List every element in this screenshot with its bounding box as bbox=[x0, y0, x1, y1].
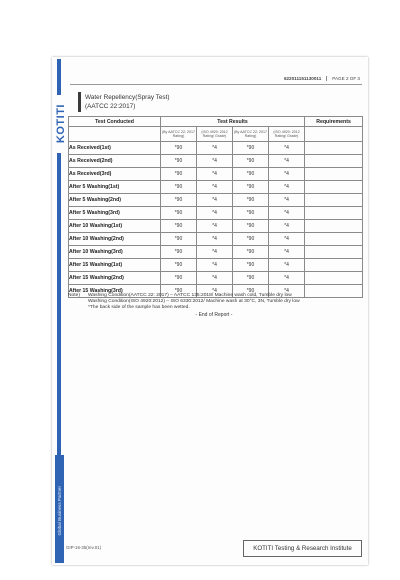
section-marker bbox=[78, 92, 81, 112]
table-row bbox=[69, 259, 363, 272]
result-value: *4 bbox=[197, 220, 233, 233]
table-row bbox=[69, 142, 363, 155]
test-condition: As Received(1st) bbox=[69, 142, 161, 155]
report-page bbox=[52, 57, 368, 565]
result-value: *90 bbox=[233, 233, 269, 246]
table-body bbox=[69, 142, 363, 298]
result-value: *4 bbox=[197, 142, 233, 155]
result-value: *4 bbox=[269, 155, 305, 168]
test-condition: After 10 Washing(2nd) bbox=[69, 233, 161, 246]
tagline-text: Global Business Partner bbox=[57, 486, 62, 536]
note-text: Washing Condition(AATCC 22: 2017) – AATCC 135:2018/ Machine wash cold, Tumble dry low bbox=[88, 293, 292, 298]
result-value: *4 bbox=[197, 246, 233, 259]
result-value: *90 bbox=[161, 194, 197, 207]
result-value: *4 bbox=[269, 272, 305, 285]
test-condition: After 5 Washing(1st) bbox=[69, 181, 161, 194]
requirement-value bbox=[305, 194, 363, 207]
result-value: *4 bbox=[197, 155, 233, 168]
subheader-result: (By AATCC 22: 2017 Rating) bbox=[161, 127, 197, 142]
institute-text: KOTITI Testing & Research Institute bbox=[253, 545, 352, 552]
result-value: *4 bbox=[269, 207, 305, 220]
note-text: *The back side of the sample has been wetted. bbox=[88, 305, 190, 310]
test-condition: After 5 Washing(3rd) bbox=[69, 207, 161, 220]
kotiti-logo bbox=[53, 95, 68, 153]
table-subheader-row bbox=[69, 127, 363, 142]
result-value: *90 bbox=[233, 194, 269, 207]
result-value: *4 bbox=[197, 194, 233, 207]
subheader-result: (ISO 4920: 2012 Rating/ Grade) bbox=[197, 127, 233, 142]
result-value: *90 bbox=[161, 142, 197, 155]
test-condition: After 5 Washing(2nd) bbox=[69, 194, 161, 207]
test-condition: After 10 Washing(1st) bbox=[69, 220, 161, 233]
requirement-value bbox=[305, 207, 363, 220]
result-value: *4 bbox=[269, 246, 305, 259]
header-divider bbox=[70, 84, 362, 85]
result-value: *90 bbox=[161, 168, 197, 181]
result-value: *90 bbox=[161, 272, 197, 285]
note-block bbox=[68, 293, 364, 311]
result-value: *90 bbox=[161, 181, 197, 194]
form-code: GIP-16-35(rev.01) bbox=[66, 545, 102, 550]
result-value: *4 bbox=[197, 259, 233, 272]
subheader-empty bbox=[69, 127, 161, 142]
report-reference bbox=[284, 76, 360, 81]
requirement-value bbox=[305, 168, 363, 181]
report-number: 622011151130011 bbox=[283, 76, 322, 81]
result-value: *90 bbox=[233, 246, 269, 259]
result-value: *90 bbox=[161, 220, 197, 233]
result-value: *90 bbox=[233, 181, 269, 194]
result-value: *4 bbox=[269, 233, 305, 246]
header-test-conducted: Test Conducted bbox=[69, 117, 161, 127]
institute-name bbox=[243, 540, 362, 557]
section-standard: (AATCC 22:2017) bbox=[85, 103, 136, 110]
result-value: *4 bbox=[197, 168, 233, 181]
requirement-value bbox=[305, 142, 363, 155]
requirement-value bbox=[305, 233, 363, 246]
subheader-empty bbox=[305, 127, 363, 142]
result-value: *90 bbox=[233, 168, 269, 181]
table-row bbox=[69, 155, 363, 168]
table-header-row bbox=[69, 117, 363, 127]
result-value: *90 bbox=[233, 272, 269, 285]
result-value: *90 bbox=[161, 155, 197, 168]
subheader-result: (By AATCC 22: 2017 Rating) bbox=[233, 127, 269, 142]
requirement-value bbox=[305, 155, 363, 168]
requirement-value bbox=[305, 181, 363, 194]
result-value: *4 bbox=[197, 233, 233, 246]
test-condition: As Received(3rd) bbox=[69, 168, 161, 181]
test-condition: After 15 Washing(2nd) bbox=[69, 272, 161, 285]
results-table bbox=[68, 116, 363, 298]
result-value: *4 bbox=[269, 285, 305, 298]
result-value: *90 bbox=[161, 246, 197, 259]
test-condition: After 15 Washing(3rd) bbox=[69, 285, 161, 298]
result-value: *4 bbox=[197, 285, 233, 298]
result-value: *90 bbox=[161, 259, 197, 272]
result-value: *4 bbox=[197, 207, 233, 220]
result-value: *90 bbox=[161, 285, 197, 298]
test-condition: After 15 Washing(1st) bbox=[69, 259, 161, 272]
page-indicator: PAGE 2 OF 3 bbox=[326, 76, 360, 81]
end-of-report: - End of Report - bbox=[195, 312, 233, 318]
result-value: *4 bbox=[197, 181, 233, 194]
table-row bbox=[69, 233, 363, 246]
header-requirements: Requirements bbox=[305, 117, 363, 127]
requirement-value bbox=[305, 272, 363, 285]
section-title: Water Repellency(Spray Test) bbox=[85, 94, 170, 101]
table-row bbox=[69, 272, 363, 285]
result-value: *4 bbox=[197, 272, 233, 285]
tagline bbox=[55, 465, 64, 557]
requirement-value bbox=[305, 259, 363, 272]
logo-text: KOTITI bbox=[54, 104, 67, 144]
result-value: *4 bbox=[269, 168, 305, 181]
table-row bbox=[69, 246, 363, 259]
note-indent bbox=[68, 305, 88, 311]
header-test-results: Test Results bbox=[161, 117, 305, 127]
result-value: *90 bbox=[161, 207, 197, 220]
table-row bbox=[69, 207, 363, 220]
requirement-value bbox=[305, 220, 363, 233]
section-title-group bbox=[85, 93, 170, 111]
subheader-result: (ISO 4920: 2012 Rating/ Grade) bbox=[269, 127, 305, 142]
result-value: *90 bbox=[233, 207, 269, 220]
result-value: *90 bbox=[233, 142, 269, 155]
requirement-value bbox=[305, 246, 363, 259]
result-value: *90 bbox=[233, 220, 269, 233]
result-value: *90 bbox=[233, 155, 269, 168]
table-row bbox=[69, 220, 363, 233]
test-condition: As Received(2nd) bbox=[69, 155, 161, 168]
note-label: Note) bbox=[68, 293, 80, 298]
table-row bbox=[69, 168, 363, 181]
result-value: *4 bbox=[269, 220, 305, 233]
result-value: *4 bbox=[269, 142, 305, 155]
note-text: Washing Condition(ISO 4920:2012) – ISO 6330:2012/ Machine wash at 30°C, 3N, Tumble dry low bbox=[88, 299, 300, 304]
result-value: *4 bbox=[269, 181, 305, 194]
result-value: *90 bbox=[233, 285, 269, 298]
table-row bbox=[69, 194, 363, 207]
result-value: *90 bbox=[233, 259, 269, 272]
result-value: *4 bbox=[269, 259, 305, 272]
test-condition: After 10 Washing(3rd) bbox=[69, 246, 161, 259]
table-row bbox=[69, 181, 363, 194]
note-line bbox=[68, 305, 364, 311]
result-value: *90 bbox=[161, 233, 197, 246]
result-value: *4 bbox=[269, 194, 305, 207]
